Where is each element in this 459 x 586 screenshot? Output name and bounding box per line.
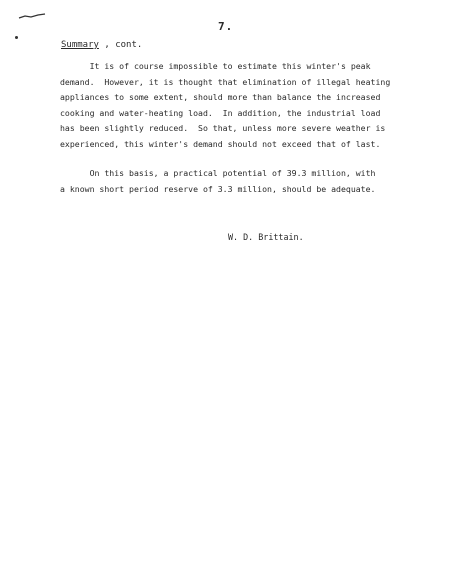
page-number: 7. [218,20,234,33]
paragraph-line: appliances to some extent, should more than balance the increased [60,92,381,103]
paragraph-line: On this basis, a practical potential of 39.3 million, with [60,168,376,178]
paragraph-2 [60,166,375,197]
paragraph-line: a known short period reserve of 3.3 million, should be adequate. [60,183,376,194]
paragraph-line: experienced, this winter's demand should not exceed that of last. [60,138,381,149]
paragraph-line: It is of course impossible to estimate this winter's peak [60,61,371,71]
section-heading [61,40,142,50]
signature: W. D. Brittain. [228,232,304,242]
ink-dot [15,36,18,39]
heading-title: Summary [61,40,99,50]
handwritten-mark [18,12,46,20]
paragraph-line: demand. However, it is thought that elimination of illegal heating [60,76,391,87]
heading-suffix: , cont. [98,40,143,50]
paragraph-1 [60,59,450,153]
paragraph-line: cooking and water-heating load. In addition, the industrial load [60,107,381,118]
paragraph-line: has been slightly reduced. So that, unless more severe weather is [60,123,386,134]
